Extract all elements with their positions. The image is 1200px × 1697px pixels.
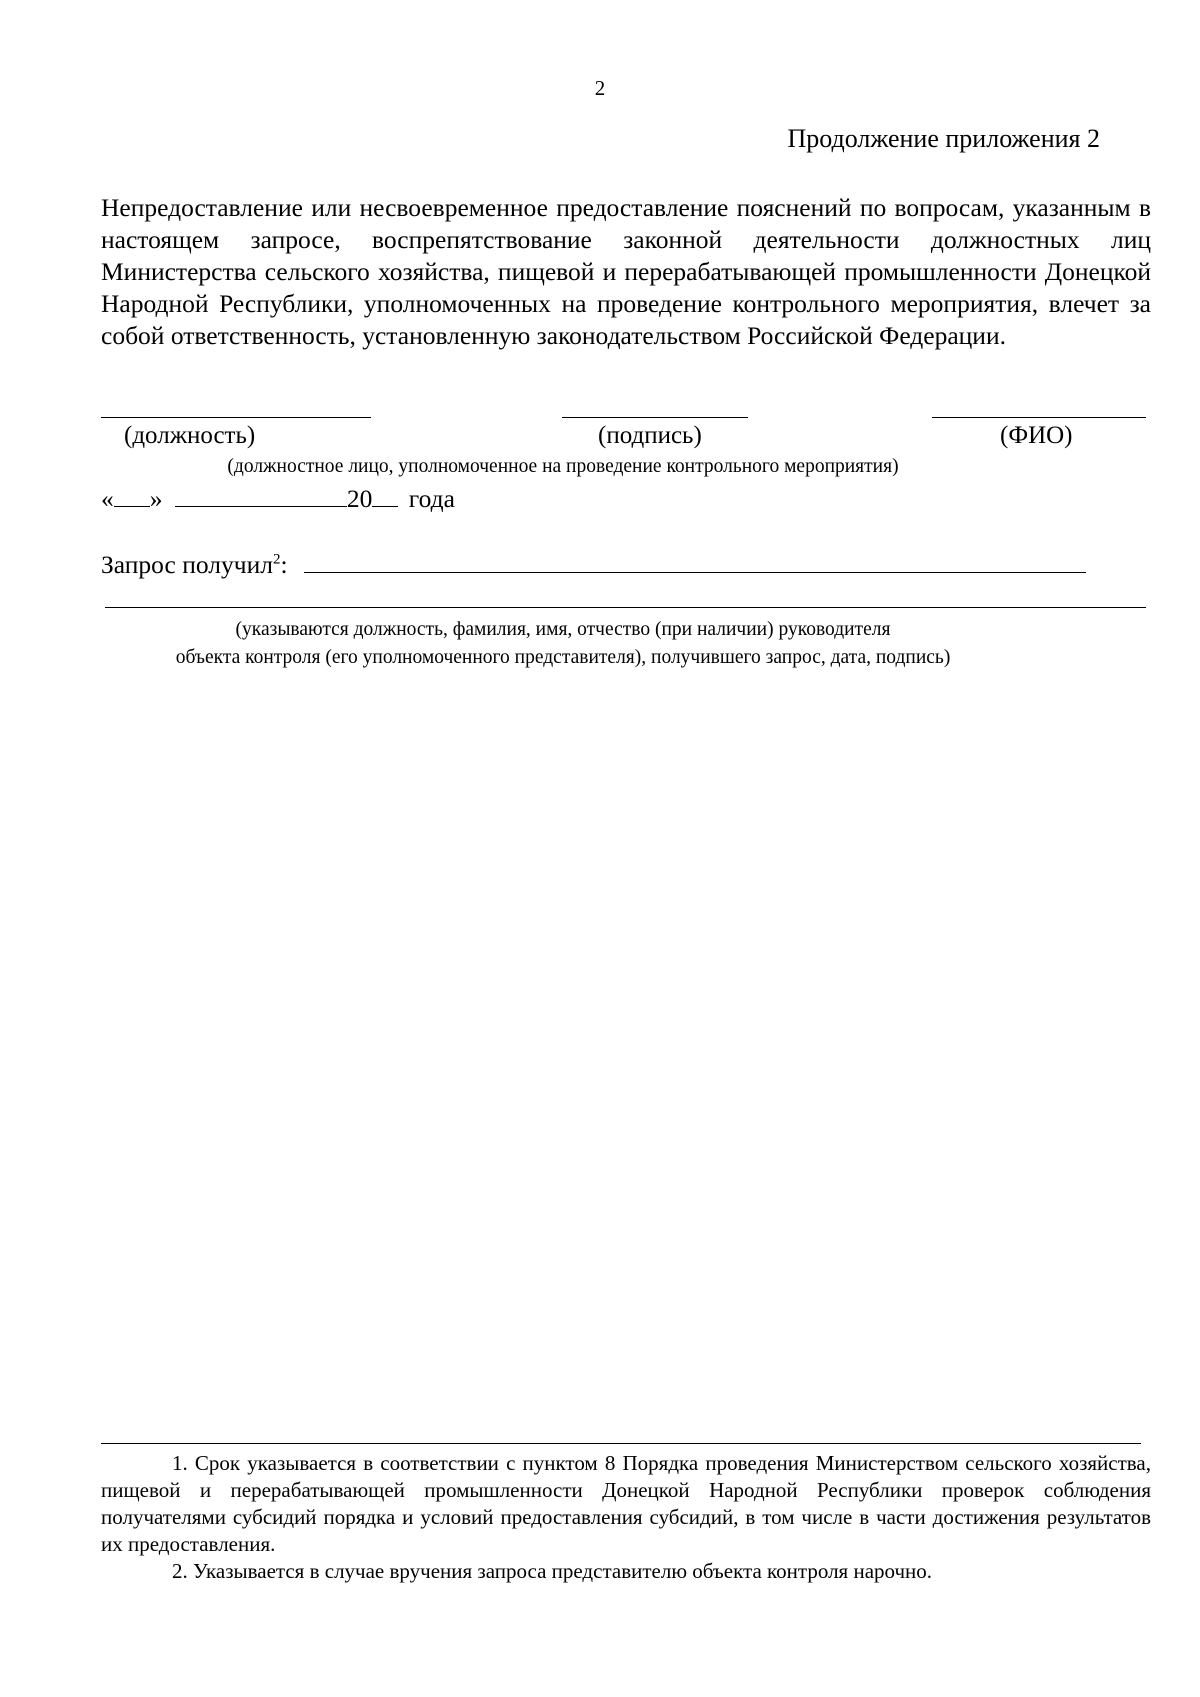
position-line	[101, 417, 371, 418]
position-label: (должность)	[124, 422, 256, 449]
received-second-line	[105, 607, 1146, 608]
signature-caption: (должностное лицо, уполномоченное на проведение контрольного мероприятия)	[227, 456, 899, 477]
continuation-label: Продолжение приложения 2	[787, 124, 1100, 153]
footnote-1: 1. Срок указывается в соответствии с пунктом 8 Порядка проведения Министерством сельского хозяйства, пищевой и перерабатывающей промышленности Донецкой Народной Республики проверок соблюдения получателями субсидий порядка и условий предоставления субсидий, в том числе в части достижения результатов их предоставления.	[101, 1451, 1151, 1556]
footnote-separator	[101, 1443, 1141, 1444]
year-blank	[372, 484, 398, 507]
received-caption	[0, 616, 1126, 672]
footnote-2: 2. Указывается в случае вручения запроса представителю объекта контроля нарочно.	[172, 1559, 933, 1583]
year-word: года	[408, 484, 455, 513]
signature-label: (подпись)	[598, 422, 702, 449]
signature-line	[562, 417, 748, 418]
main-paragraph: Непредоставление или несвоевременное предоставление пояснений по вопросам, указанным в настоящем запросе, воспрепятствование законной деятельности должностных лиц Министерства сельского хозяйства, пищевой и перерабатывающей промышленности Донецкой Народной Республики, уполномоченных на проведение контрольного мероприятия, влечет за собой ответственность, установленную законодательством Российской Федерации.	[101, 193, 1151, 350]
received-row	[101, 550, 1086, 580]
received-label: Запрос получил	[101, 550, 273, 579]
received-blank	[304, 550, 1086, 573]
century-text: 20	[346, 484, 373, 513]
received-caption-line1: (указываются должность, фамилия, имя, отчество (при наличии) руководителя	[235, 619, 891, 640]
footnote-ref: 2	[272, 551, 281, 568]
page-number: 2	[594, 76, 606, 100]
open-quote: «	[101, 484, 114, 513]
received-caption-line2: объекта контроля (его уполномоченного представителя), получившего запрос, дата, подпись)	[175, 647, 951, 668]
close-quote: »	[149, 484, 163, 513]
name-line	[932, 417, 1146, 418]
footnotes	[101, 1450, 1151, 1585]
date-row	[101, 484, 455, 514]
received-colon: :	[280, 550, 288, 579]
day-blank	[114, 484, 150, 507]
name-label: (ФИО)	[1000, 422, 1073, 449]
month-blank	[175, 484, 347, 507]
